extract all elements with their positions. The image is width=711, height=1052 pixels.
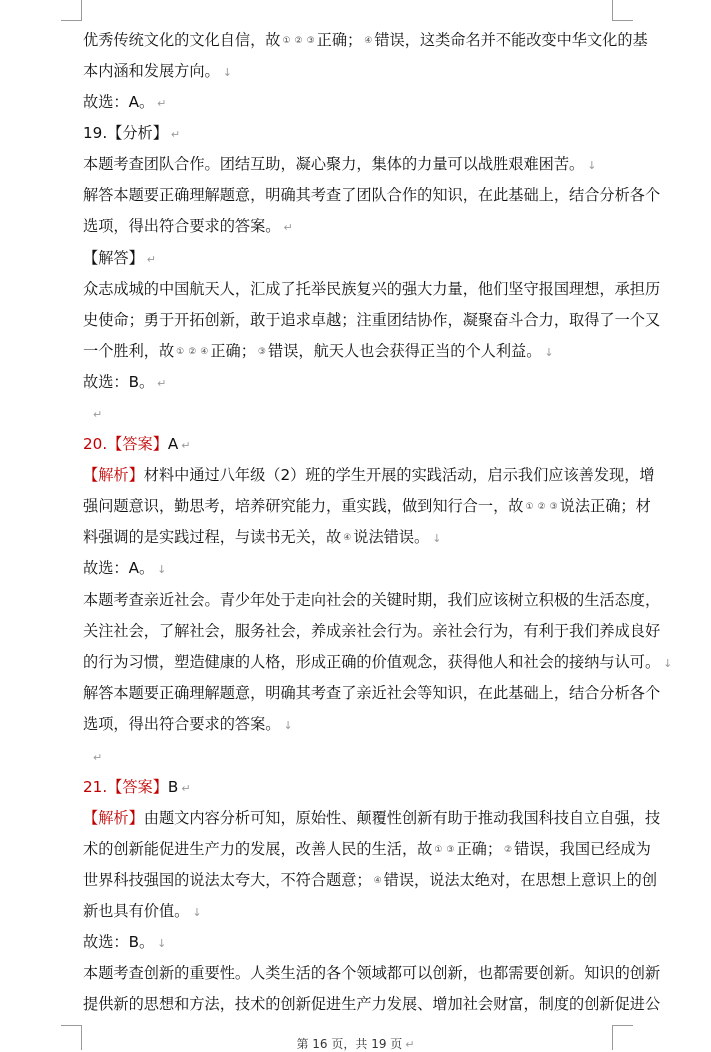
text-segment: 新也具有价值。	[83, 902, 190, 920]
text-segment: 故选：A。	[83, 559, 155, 577]
text-segment: 料强调的是实践过程，与读书无关，故	[83, 528, 342, 546]
text-segment: 说法错误。	[353, 528, 430, 546]
circled-number: ②	[188, 346, 197, 357]
paragraph-mark-icon: ↵	[181, 439, 191, 452]
paragraph-mark-icon: ↵	[93, 751, 103, 764]
text-line	[83, 683, 660, 703]
circled-number: ②	[294, 35, 303, 46]
circled-number: ④	[200, 346, 209, 357]
circled-number: ①	[525, 501, 534, 512]
circled-number: ③	[549, 501, 558, 512]
text-line	[83, 154, 596, 176]
text-segment: 本题考查亲近社会。青少年处于走向社会的关键时期，我们应该树立积极的生活态度，	[83, 591, 661, 609]
text-line	[83, 279, 660, 299]
text-segment: 选项，得出符合要求的答案。	[83, 217, 281, 235]
text-segment: 关注社会，了解社会，服务社会，养成亲社会行为。亲社会行为，有利于我们养成良好	[83, 622, 661, 640]
page-number: 第 16 页，共 19 页	[296, 1037, 403, 1051]
text-line	[83, 932, 166, 954]
text-segment: 本内涵和发展方向。	[83, 62, 220, 80]
text-segment: 史使命；勇于开拓创新，敢于追求卓越；注重团结协作，凝聚奋斗合力，取得了一个又	[83, 311, 661, 329]
circled-number: ③	[257, 346, 266, 357]
text-line	[90, 746, 102, 768]
text-segment: 优秀传统文化的文化自信，故	[83, 31, 281, 49]
text-line	[83, 994, 660, 1014]
text-segment: 由题文内容分析可知，原始性、颠覆性创新有助于推动我国科技自立自强，技	[143, 809, 661, 827]
paragraph-mark-icon: ↵	[157, 97, 167, 110]
text-segment: 正确；	[316, 31, 363, 49]
paragraph-mark-icon: ↓	[663, 657, 673, 670]
text-line	[90, 403, 102, 425]
circled-number: ④	[373, 875, 382, 886]
text-segment: 错误，这类命名并不能改变中华文化的基	[374, 31, 648, 49]
text-line	[83, 248, 156, 270]
text-segment: 19.【分析】	[83, 124, 168, 142]
text-line	[83, 465, 655, 485]
text-line	[83, 590, 660, 610]
text-line	[83, 185, 660, 205]
text-segment: A	[167, 435, 179, 453]
paragraph-mark-icon: ↵	[170, 128, 181, 141]
text-line	[83, 341, 554, 363]
paragraph-mark-icon: ↵	[283, 221, 293, 234]
paragraph-mark-icon: ↵	[93, 408, 103, 421]
text-segment: 提供新的思想和方法，技术的创新促进生产力发展、增加社会财富，制度的创新促进公	[83, 995, 661, 1013]
circled-number: ④	[364, 35, 373, 46]
text-segment: 解答本题要正确理解题意，明确其考查了团队合作的知识，在此基础上，结合分析各个	[83, 186, 661, 204]
section-label: 【解析】	[83, 466, 144, 484]
corner-mark-top-left	[61, 0, 82, 21]
text-segment: 正确；	[456, 840, 503, 858]
text-segment: 故选：A。	[83, 93, 155, 111]
paragraph-mark-icon: ↵	[181, 782, 191, 795]
circled-number: ①	[434, 844, 443, 855]
text-line	[83, 216, 293, 238]
circled-number: ④	[343, 532, 352, 543]
text-segment: 世界科技强国的说法太夸大，不符合题意；	[83, 871, 372, 889]
text-segment: 错误，航天人也会获得正当的个人利益。	[268, 342, 542, 360]
text-segment: 材料中通过八年级（2）班的学生开展的实践活动，启示我们应该善发现，增	[143, 466, 655, 484]
text-line	[83, 372, 166, 394]
text-line	[83, 61, 232, 83]
text-segment: 错误，说法太绝对，在思想上意识上的创	[383, 871, 658, 889]
text-segment: 【解答】	[83, 249, 144, 267]
text-segment: 一个胜利，故	[83, 342, 175, 360]
circled-number: ③	[446, 844, 455, 855]
paragraph-mark-icon: ↵	[157, 377, 167, 390]
text-segment: 解答本题要正确理解题意，明确其考查了亲近社会等知识，在此基础上，结合分析各个	[83, 684, 661, 702]
paragraph-mark-icon: ↓	[432, 532, 442, 545]
text-segment: 正确；	[210, 342, 256, 360]
paragraph-mark-icon: ↓	[544, 346, 554, 359]
text-line	[83, 839, 651, 860]
paragraph-mark-icon: ↓	[157, 563, 167, 576]
text-segment: 术的创新能促进生产力的发展，改善人民的生活，故	[83, 840, 433, 858]
text-segment: 的行为习惯，塑造健康的人格，形成正确的价值观念，获得他人和社会的接纳与认可。	[83, 653, 661, 671]
text-line	[83, 527, 441, 549]
paragraph-mark-icon: ↓	[157, 937, 167, 950]
page-footer: 第 16 页，共 19 页 ↵	[296, 1037, 415, 1051]
paragraph-mark-icon: ↓	[283, 719, 293, 732]
text-line	[83, 558, 166, 580]
text-line	[83, 714, 293, 736]
text-line	[83, 92, 166, 114]
text-segment: 本题考查团队合作。团结互助，凝心聚力，集体的力量可以战胜艰难困苦。	[83, 155, 585, 173]
circled-number: ②	[504, 844, 513, 855]
circled-number: ②	[537, 501, 546, 512]
circled-number: ①	[282, 35, 291, 46]
text-line	[83, 434, 191, 456]
text-line	[83, 123, 180, 145]
text-segment: 选项，得出符合要求的答案。	[83, 715, 281, 733]
text-line	[83, 870, 657, 891]
text-segment: 众志成城的中国航天人，汇成了托举民族复兴的强大力量，他们坚守报国理想，承担历	[83, 280, 661, 298]
section-label: 20.【答案】	[83, 435, 168, 453]
text-segment: B	[167, 778, 179, 796]
text-line	[83, 496, 651, 517]
text-segment: 强问题意识，勤思考，培养研究能力，重实践，做到知行合一，故	[83, 497, 524, 515]
text-line	[83, 310, 660, 330]
paragraph-mark-icon: ↓	[222, 66, 232, 79]
text-line	[83, 30, 648, 51]
text-line	[83, 777, 191, 799]
text-segment: 故选：B。	[83, 933, 155, 951]
text-segment: 错误，我国已经成为	[514, 840, 651, 858]
paragraph-mark-icon: ↓	[587, 159, 597, 172]
text-line	[83, 652, 672, 674]
text-line	[83, 621, 660, 641]
circled-number: ①	[176, 346, 185, 357]
paragraph-mark-icon: ↵	[146, 253, 156, 266]
corner-mark-top-right	[612, 0, 633, 21]
text-line	[83, 901, 202, 923]
section-label: 21.【答案】	[83, 778, 168, 796]
text-line	[83, 808, 660, 828]
text-line	[83, 963, 660, 983]
text-segment: 本题考查创新的重要性。人类生活的各个领域都可以创新，也都需要创新。知识的创新	[83, 964, 661, 982]
text-segment: 故选：B。	[83, 373, 155, 391]
section-label: 【解析】	[83, 809, 144, 827]
text-segment: 说法正确；材	[559, 497, 651, 515]
circled-number: ③	[306, 35, 315, 46]
paragraph-mark-icon: ↓	[192, 906, 202, 919]
